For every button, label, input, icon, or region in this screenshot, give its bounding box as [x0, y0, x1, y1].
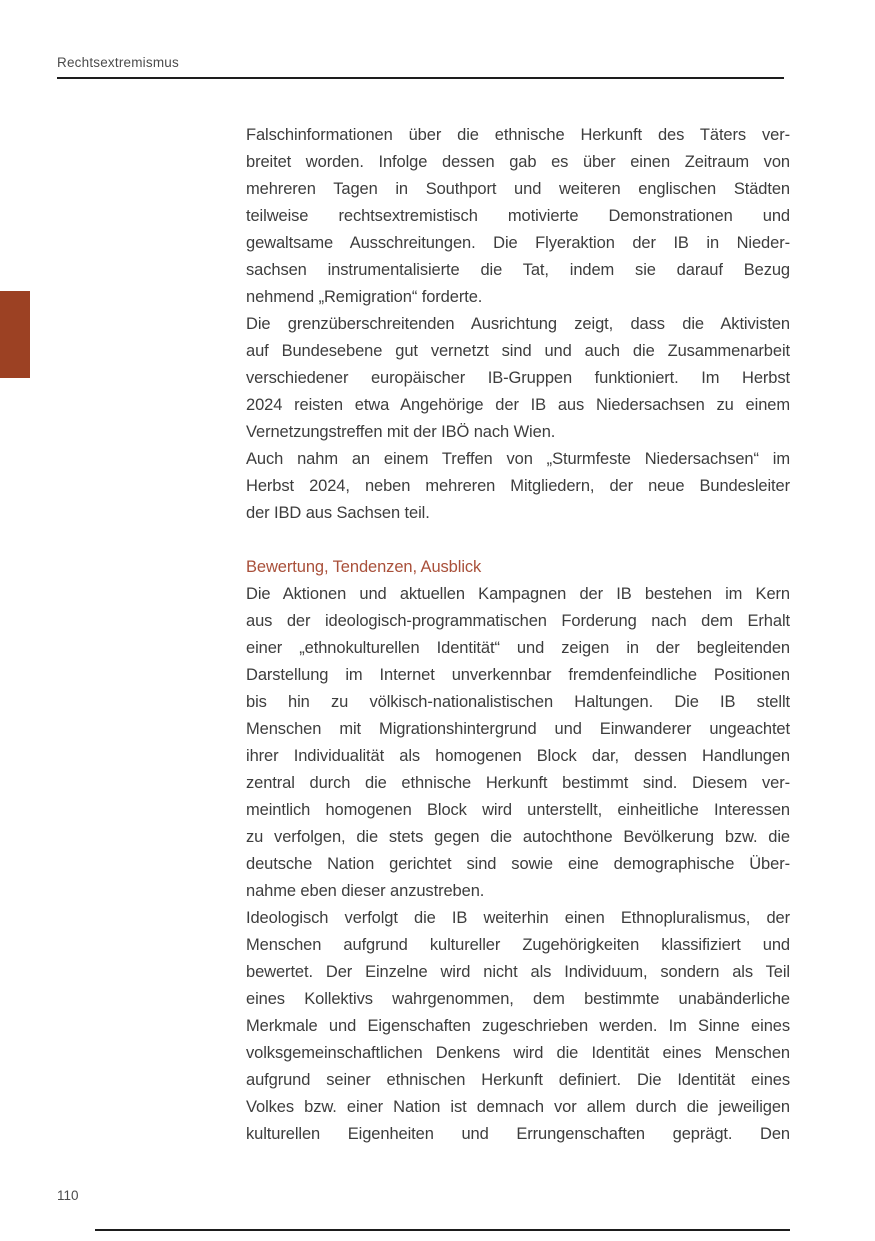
paragraph — [246, 581, 790, 905]
text-line: meintlich homogenen Block wird unterstellt, einheitliche Interessen — [246, 801, 790, 819]
text-line: auf Bundesebene gut vernetzt sind und auch die Zusammenarbeit — [246, 342, 790, 360]
paragraph — [246, 311, 790, 446]
text-line: bewertet. Der Einzelne wird nicht als Individuum, sondern als Teil — [246, 963, 790, 981]
text-line: der IBD aus Sachsen teil. — [246, 504, 430, 522]
text-line: Falschinformationen über die ethnische Herkunft des Täters ver- — [246, 126, 790, 144]
text-line: bis hin zu völkisch-nationalistischen Haltungen. Die IB stellt — [246, 693, 790, 711]
text-line: ihrer Individualität als homogenen Block dar, dessen Handlungen — [246, 747, 790, 765]
paragraph — [246, 446, 790, 527]
text-line: volksgemeinschaftlichen Denkens wird die Identität eines Menschen — [246, 1044, 790, 1062]
text-line: gewaltsame Ausschreitungen. Die Flyeraktion der IB in Nieder- — [246, 234, 790, 252]
text-line: zentral durch die ethnische Herkunft bestimmt sind. Diesem ver- — [246, 774, 790, 792]
text-line: einer „ethnokulturellen Identität“ und zeigen in der begleitenden — [246, 639, 790, 657]
text-line: Die grenzüberschreitenden Ausrichtung zeigt, dass die Aktivisten — [246, 315, 790, 333]
text-line: Vernetzungstreffen mit der IBÖ nach Wien. — [246, 423, 556, 441]
text-line: Merkmale und Eigenschaften zugeschrieben werden. Im Sinne eines — [246, 1017, 790, 1035]
text-line: kulturellen Eigenheiten und Errungenschaften geprägt. Den — [246, 1125, 790, 1143]
text-line: Herbst 2024, neben mehreren Mitgliedern, der neue Bundesleiter — [246, 477, 790, 495]
text-line: Die Aktionen und aktuellen Kampagnen der IB bestehen im Kern — [246, 585, 790, 603]
header-rule — [57, 77, 784, 79]
footer-rule — [95, 1229, 790, 1231]
text-line: 2024 reisten etwa Angehörige der IB aus Niedersachsen zu einem — [246, 396, 790, 414]
body-text-column — [246, 122, 790, 1148]
text-line: Auch nahm an einem Treffen von „Sturmfeste Niedersachsen“ im — [246, 450, 790, 468]
text-line: nehmend „Remigration“ forderte. — [246, 288, 483, 306]
paragraph — [246, 905, 790, 1148]
text-line: Menschen mit Migrationshintergrund und Einwanderer ungeachtet — [246, 720, 790, 738]
text-line: mehreren Tagen in Southport und weiteren englischen Städten — [246, 180, 790, 198]
chapter-margin-tab — [0, 291, 30, 378]
text-line: aus der ideologisch-programmatischen Forderung nach dem Erhalt — [246, 612, 790, 630]
text-line: teilweise rechtsextremistisch motivierte Demonstrationen und — [246, 207, 790, 225]
page-number: 110 — [57, 1188, 79, 1203]
text-line: zu verfolgen, die stets gegen die autochthone Bevölkerung bzw. die — [246, 828, 790, 846]
text-line: Volkes bzw. einer Nation ist demnach vor allem durch die jeweiligen — [246, 1098, 790, 1116]
section-heading: Bewertung, Tendenzen, Ausblick — [246, 558, 482, 576]
text-line: Menschen aufgrund kultureller Zugehörigkeiten klassifiziert und — [246, 936, 790, 954]
running-header-title: Rechtsextremismus — [57, 55, 179, 70]
text-line: verschiedener europäischer IB-Gruppen funktioniert. Im Herbst — [246, 369, 790, 387]
text-line: Ideologisch verfolgt die IB weiterhin einen Ethnopluralismus, der — [246, 909, 790, 927]
paragraph — [246, 122, 790, 311]
text-line: eines Kollektivs wahrgenommen, dem bestimmte unabänderliche — [246, 990, 790, 1008]
text-line: aufgrund seiner ethnischen Herkunft definiert. Die Identität eines — [246, 1071, 790, 1089]
text-line: nahme eben dieser anzustreben. — [246, 882, 485, 900]
text-line: sachsen instrumentalisierte die Tat, indem sie darauf Bezug — [246, 261, 790, 279]
text-line: Darstellung im Internet unverkennbar fremdenfeindliche Positionen — [246, 666, 790, 684]
text-line: deutsche Nation gerichtet sind sowie eine demographische Über- — [246, 855, 790, 873]
text-line: breitet worden. Infolge dessen gab es über einen Zeitraum von — [246, 153, 790, 171]
